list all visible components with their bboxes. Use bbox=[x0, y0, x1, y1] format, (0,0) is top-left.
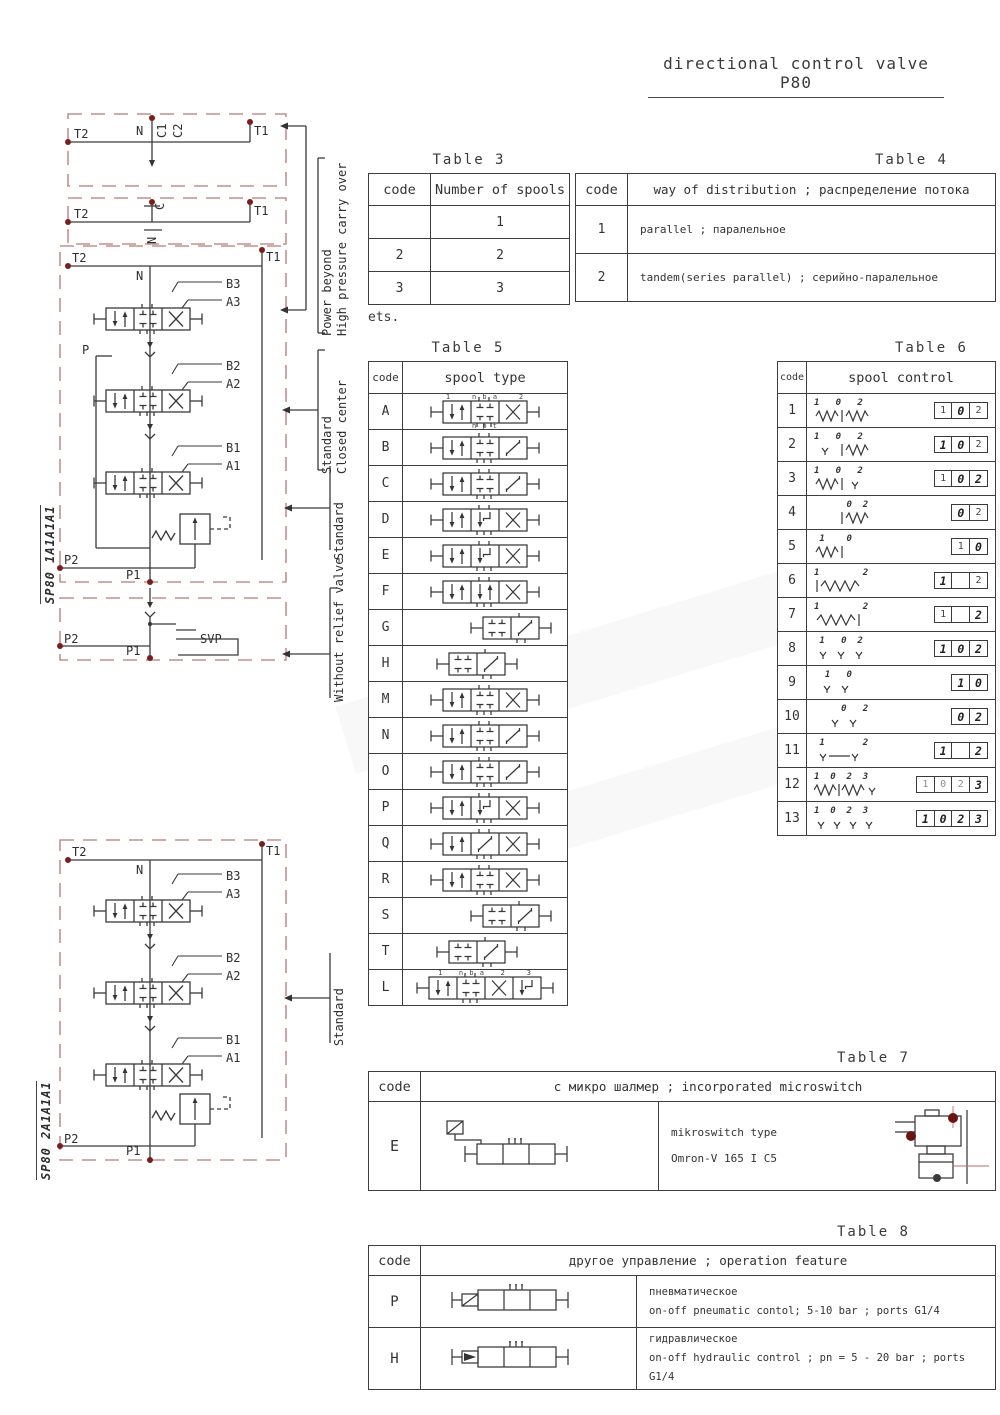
table-header-row bbox=[369, 1072, 996, 1102]
control-code: 13 bbox=[778, 802, 807, 836]
spool-code: P bbox=[369, 790, 403, 826]
hydraulic-valve-symbol bbox=[421, 1328, 637, 1390]
port-label: T2 bbox=[74, 207, 89, 221]
control-code: 8 bbox=[778, 632, 807, 666]
table-header-row bbox=[369, 174, 570, 206]
port-label: T2 bbox=[74, 127, 89, 141]
spool-code: G bbox=[369, 610, 403, 646]
spool-code: R bbox=[369, 862, 403, 898]
control-code: 11 bbox=[778, 734, 807, 768]
table-row bbox=[369, 610, 568, 646]
cell-description: parallel ; паралельное bbox=[628, 206, 996, 254]
control-code: 7 bbox=[778, 598, 807, 632]
control-code: 3 bbox=[778, 462, 807, 496]
control-symbol: 1 0 2 bbox=[814, 399, 872, 423]
table-row bbox=[369, 239, 570, 272]
table-5 bbox=[368, 340, 568, 1006]
port-label: A2 bbox=[226, 377, 241, 391]
table-row bbox=[778, 394, 996, 428]
control-code: 6 bbox=[778, 564, 807, 598]
cell-code: 3 bbox=[369, 272, 431, 305]
spool-code: C bbox=[369, 466, 403, 502]
port-label: P1 bbox=[126, 644, 141, 658]
table-row bbox=[369, 574, 568, 610]
port-label: N bbox=[136, 269, 144, 283]
table-row bbox=[369, 466, 568, 502]
control-code: 2 bbox=[778, 428, 807, 462]
port-label: P2 bbox=[64, 632, 79, 646]
position-indicator: 0 2 bbox=[953, 504, 988, 521]
control-code: 9 bbox=[778, 666, 807, 700]
side-label-power-beyond bbox=[320, 163, 350, 336]
table-row bbox=[369, 826, 568, 862]
col-header-code: code bbox=[576, 174, 628, 206]
control-symbol: 1 0 2 3 bbox=[814, 773, 880, 797]
control-symbol: 1 0 2 bbox=[814, 433, 872, 457]
table-row bbox=[369, 538, 568, 574]
table-row bbox=[778, 598, 996, 632]
table-5-caption: Table 5 bbox=[431, 340, 505, 356]
col-header-spools: Number of spools bbox=[431, 174, 570, 206]
spool-code: S bbox=[369, 898, 403, 934]
operation-russian-label: пневматическое bbox=[649, 1285, 738, 1298]
position-indicator: 1 0 2 bbox=[935, 436, 988, 453]
table-row bbox=[778, 462, 996, 496]
cell-code: 2 bbox=[576, 254, 628, 302]
position-indicator: 1 0 2 bbox=[935, 402, 988, 419]
spool-code: H bbox=[369, 646, 403, 682]
table-header-row bbox=[369, 1246, 996, 1276]
cell-code: 2 bbox=[369, 239, 431, 272]
port-label: T2 bbox=[72, 251, 87, 265]
port-label: A1 bbox=[226, 1051, 241, 1065]
spool-symbol bbox=[403, 791, 567, 824]
port-label: P1 bbox=[126, 568, 141, 582]
port-label: C bbox=[153, 202, 167, 210]
series-label-sp80-2: SP80 2A1A1A1 bbox=[36, 1081, 54, 1180]
port-label: B1 bbox=[226, 1033, 241, 1047]
table-row bbox=[369, 430, 568, 466]
position-indicator: 1 0 2 3 bbox=[917, 810, 988, 827]
col-header-spool-control: spool control bbox=[807, 362, 996, 394]
table-3 bbox=[368, 152, 570, 325]
position-indicator: 0 2 bbox=[953, 708, 988, 725]
table-7 bbox=[368, 1050, 996, 1191]
cell-code: H bbox=[369, 1328, 421, 1390]
table-row bbox=[778, 802, 996, 836]
table-row bbox=[369, 862, 568, 898]
spool-code: N bbox=[369, 718, 403, 754]
table-row bbox=[369, 394, 568, 430]
port-label: P2 bbox=[64, 1132, 79, 1146]
port-label: T2 bbox=[72, 845, 87, 859]
cell-description: tandem(series parallel) ; серийно-паралельное bbox=[628, 254, 996, 302]
col-header-code: code bbox=[369, 1246, 421, 1276]
table-row bbox=[778, 666, 996, 700]
position-indicator: 1 0 bbox=[953, 674, 988, 691]
table-row bbox=[576, 206, 996, 254]
operation-russian-label: гидравлическое bbox=[649, 1333, 738, 1345]
col-header-code: code bbox=[369, 174, 431, 206]
spool-symbol bbox=[403, 827, 567, 860]
spool-code: O bbox=[369, 754, 403, 790]
spool-symbol bbox=[403, 935, 567, 968]
spool-code: T bbox=[369, 934, 403, 970]
port-label: C2 bbox=[171, 123, 185, 138]
port-label: P bbox=[82, 343, 90, 357]
control-symbol: 1 0 bbox=[814, 671, 872, 695]
spool-symbol bbox=[403, 611, 567, 644]
port-label: B2 bbox=[226, 359, 241, 373]
spool-symbol bbox=[403, 755, 567, 788]
side-label-line: Power beyond bbox=[320, 249, 334, 336]
table-row bbox=[778, 734, 996, 768]
side-label-without-relief: Without relief valve bbox=[332, 557, 346, 702]
table-8-caption: Table 8 bbox=[836, 1224, 910, 1240]
table-4-caption: Table 4 bbox=[874, 152, 948, 168]
spool-symbol bbox=[403, 395, 567, 428]
spool-port-labels: 1 n b a 2 bbox=[445, 393, 525, 401]
table-row bbox=[778, 768, 996, 802]
page-title: directional control valve P80 bbox=[648, 54, 944, 98]
operation-english-label: on-off hydraulic control ; pn = 5 - 20 bar ; ports G1/4 bbox=[649, 1352, 966, 1383]
table-row bbox=[369, 970, 568, 1006]
table-header-row bbox=[576, 174, 996, 206]
control-symbol: 1 2 bbox=[814, 603, 872, 627]
valve-symbol bbox=[435, 1115, 645, 1173]
table-row bbox=[369, 646, 568, 682]
position-indicator: 1 2 bbox=[935, 606, 988, 623]
col-header-operation: другое управление ; operation feature bbox=[421, 1246, 996, 1276]
table-row bbox=[369, 682, 568, 718]
table-row bbox=[778, 530, 996, 564]
port-label: B1 bbox=[226, 441, 241, 455]
col-header-way: way of distribution ; распределение потока bbox=[628, 174, 996, 206]
microswitch-drawing bbox=[849, 1106, 989, 1186]
spool-port-labels: n p t bbox=[471, 422, 499, 430]
table-row bbox=[778, 700, 996, 734]
side-label-standard-closed bbox=[320, 380, 350, 474]
position-indicator: 1 2 bbox=[935, 742, 988, 759]
port-label: T1 bbox=[266, 250, 281, 264]
port-label: N bbox=[145, 236, 159, 244]
table-row bbox=[369, 1328, 996, 1390]
control-symbol: 1 0 2 3 bbox=[814, 807, 880, 831]
port-label: N bbox=[136, 124, 144, 138]
side-label-standard-b: Standard bbox=[332, 988, 346, 1046]
spool-code: E bbox=[369, 538, 403, 574]
spool-symbol bbox=[403, 971, 567, 1004]
table-4 bbox=[575, 152, 996, 302]
col-header-code: code bbox=[778, 362, 807, 394]
cell-code: P bbox=[369, 1276, 421, 1328]
side-label-line: Closed center bbox=[335, 380, 349, 474]
control-code: 5 bbox=[778, 530, 807, 564]
port-label: T1 bbox=[254, 204, 269, 218]
port-label: P2 bbox=[64, 553, 79, 567]
cell-code: E bbox=[369, 1102, 421, 1191]
port-label: B2 bbox=[226, 951, 241, 965]
position-indicator: 1 0 2 3 bbox=[917, 776, 988, 793]
spool-symbol bbox=[403, 719, 567, 752]
table-6-caption: Table 6 bbox=[894, 340, 968, 356]
table-7-caption: Table 7 bbox=[836, 1050, 910, 1066]
control-symbol: 0 2 bbox=[814, 705, 872, 729]
pneumatic-valve-symbol bbox=[421, 1276, 637, 1328]
table-row bbox=[369, 718, 568, 754]
side-label-standard: Standard bbox=[332, 502, 346, 560]
control-code: 10 bbox=[778, 700, 807, 734]
operation-english-label: on-off pneumatic contol; 5-10 bar ; ports G1/4 bbox=[649, 1304, 940, 1317]
port-label: A3 bbox=[226, 295, 241, 309]
spool-symbol bbox=[403, 575, 567, 608]
control-symbol: 1 0 2 bbox=[814, 467, 872, 491]
table-row bbox=[778, 428, 996, 462]
cell-value: 2 bbox=[431, 239, 570, 272]
spool-code: D bbox=[369, 502, 403, 538]
spool-symbol bbox=[403, 431, 567, 464]
col-header-spool-type: spool type bbox=[403, 362, 568, 394]
cell-code bbox=[369, 206, 431, 239]
table-row bbox=[369, 206, 570, 239]
port-label: N bbox=[136, 863, 144, 877]
position-indicator: 1 0 bbox=[953, 538, 988, 555]
table-6 bbox=[777, 340, 996, 836]
spool-symbol bbox=[403, 467, 567, 500]
position-indicator: 1 0 2 bbox=[935, 640, 988, 657]
spool-code: L bbox=[369, 970, 403, 1006]
valve-symbol bbox=[444, 1335, 614, 1379]
table-header-row bbox=[778, 362, 996, 394]
port-label: A3 bbox=[226, 887, 241, 901]
table-row bbox=[369, 790, 568, 826]
microswitch-type-label: mikroswitch type bbox=[671, 1126, 777, 1139]
port-label: C1 bbox=[155, 123, 169, 138]
spool-symbol bbox=[403, 863, 567, 896]
series-label-sp80-1: SP80 1A1A1A1 bbox=[40, 505, 58, 604]
microswitch-model: Omron-V 165 I C5 bbox=[671, 1152, 777, 1165]
spool-symbol bbox=[403, 899, 567, 932]
port-label: A1 bbox=[226, 459, 241, 473]
control-code: 4 bbox=[778, 496, 807, 530]
cell-code: 1 bbox=[576, 206, 628, 254]
port-label: B3 bbox=[226, 869, 241, 883]
table-3-caption: Table 3 bbox=[432, 152, 506, 168]
spool-symbol bbox=[403, 683, 567, 716]
table-row bbox=[369, 934, 568, 970]
table-row bbox=[369, 502, 568, 538]
side-label-line: Standard bbox=[320, 416, 334, 474]
control-symbol: 1 0 2 bbox=[814, 637, 872, 661]
spool-symbol bbox=[403, 503, 567, 536]
cell-value: 1 bbox=[431, 206, 570, 239]
table-row bbox=[369, 898, 568, 934]
control-code: 1 bbox=[778, 394, 807, 428]
spool-code: M bbox=[369, 682, 403, 718]
port-label: A2 bbox=[226, 969, 241, 983]
spool-symbol bbox=[403, 647, 567, 680]
spool-code: Q bbox=[369, 826, 403, 862]
side-label-line: High pressure carry over bbox=[335, 162, 349, 336]
table-row bbox=[576, 254, 996, 302]
port-label: SVP bbox=[200, 632, 222, 646]
position-indicator: 1 0 2 bbox=[935, 470, 988, 487]
port-label: T1 bbox=[266, 844, 281, 858]
port-label: T1 bbox=[254, 124, 269, 138]
control-code: 12 bbox=[778, 768, 807, 802]
col-header-code: code bbox=[369, 362, 403, 394]
spool-code: B bbox=[369, 430, 403, 466]
control-symbol: 1 2 bbox=[814, 569, 872, 593]
port-label: P1 bbox=[126, 1144, 141, 1158]
valve-symbol bbox=[444, 1278, 614, 1322]
table-header-row bbox=[369, 362, 568, 394]
col-header-microswitch: с микро шалмер ; incorporated microswitch bbox=[421, 1072, 996, 1102]
control-symbol: 1 2 bbox=[814, 739, 872, 763]
position-indicator: 1 2 bbox=[935, 572, 988, 589]
control-symbol: 1 0 bbox=[814, 535, 872, 559]
spool-port-labels: 1 n b a 2 3 bbox=[438, 969, 532, 977]
port-label: B3 bbox=[226, 277, 241, 291]
table-row bbox=[369, 272, 570, 305]
spool-code: A bbox=[369, 394, 403, 430]
col-header-code: code bbox=[369, 1072, 421, 1102]
table-8 bbox=[368, 1224, 996, 1390]
table-row bbox=[369, 1102, 996, 1191]
table-3-footnote: ets. bbox=[368, 310, 400, 325]
spool-code: F bbox=[369, 574, 403, 610]
table-row bbox=[778, 564, 996, 598]
table-row bbox=[369, 1276, 996, 1328]
table-row bbox=[778, 496, 996, 530]
spool-symbol bbox=[403, 539, 567, 572]
table-row bbox=[369, 754, 568, 790]
table-row bbox=[778, 632, 996, 666]
cell-value: 3 bbox=[431, 272, 570, 305]
microswitch-valve-symbol bbox=[421, 1102, 659, 1191]
control-symbol: 0 2 bbox=[814, 501, 872, 525]
